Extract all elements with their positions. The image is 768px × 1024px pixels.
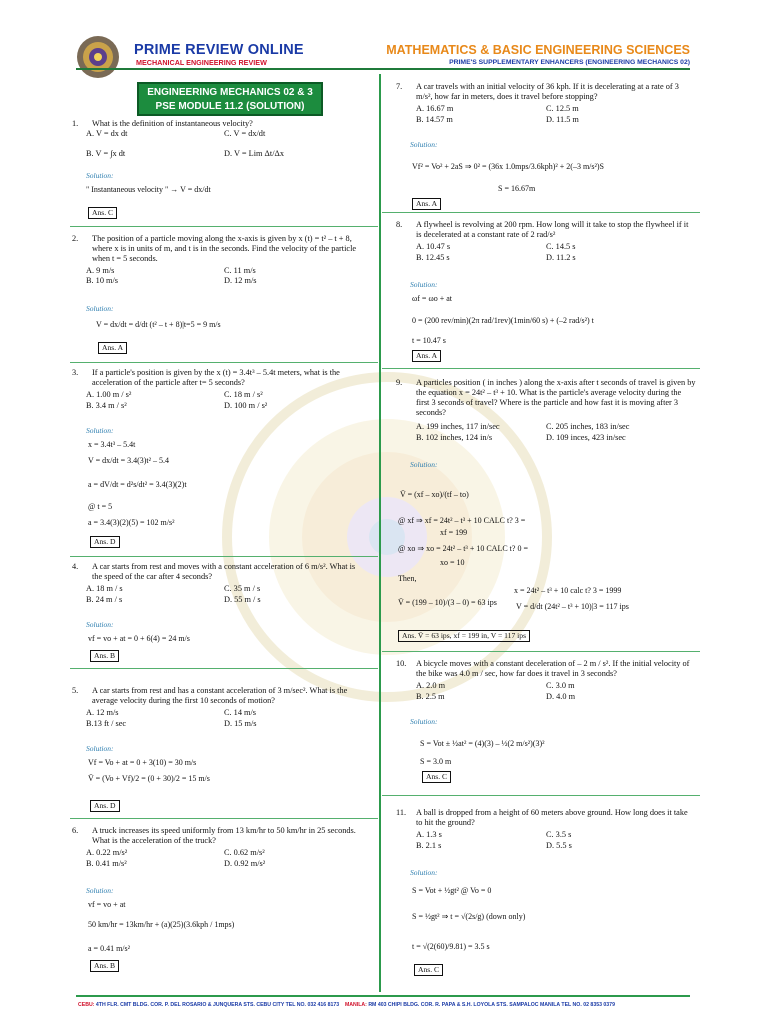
question-number: 8. (396, 220, 403, 229)
option-c: C. 14 m/s (224, 708, 257, 717)
option-c: C. 12.5 m (546, 104, 579, 113)
solution-line: a = 3.4(3)(2)(5) = 102 m/s² (88, 518, 175, 527)
question-2 (72, 234, 372, 356)
question-number: 11. (396, 808, 407, 817)
rule (382, 212, 700, 213)
question-text: A car starts from rest and has a constant acceleration of 3 m/sec². What is the average velocity during the first 10 seconds of motion? (92, 686, 348, 706)
question-number: 3. (72, 368, 79, 377)
solution-line: " Instantaneous velocity " → V = dx/dt (86, 185, 211, 194)
banner-line-2: PSE MODULE 11.2 (SOLUTION) (155, 101, 305, 112)
solution-label: Solution: (410, 717, 438, 726)
solution-line: V̄ = (xf – xo)/(tf – to) (400, 490, 469, 499)
option-d: D. 100 m / s² (224, 401, 268, 410)
question-number: 5. (72, 686, 79, 695)
solution-line: V = dx/dt = d/dt (t² – t + 8)|t=5 = 9 m/s (96, 320, 221, 329)
option-b: B. 10 m/s (86, 276, 119, 285)
solution-line: @ t = 5 (88, 502, 113, 511)
option-b: B. 3.4 m / s² (86, 401, 127, 410)
answer-box: Ans. A (412, 198, 441, 210)
footer-manila-address: RM 403 CHIPI BLDG. COR. R. PAPA & S.H. LOYOLA STS. SAMPALOC MANILA TEL NO. 02 8353 0379 (368, 1002, 615, 1008)
option-b: B. 24 m / s (86, 595, 123, 604)
question-text: The position of a particle moving along the x-axis is given by x (t) = t² – t + 8, where x is in units of m, and t is in the seconds. Find the velocity of the particle when t = 5 seconds. (92, 234, 357, 264)
option-d: D. V = Lim Δt/Δx (224, 149, 284, 158)
solution-line: S = Vot + ½gt² @ Vo = 0 (412, 886, 492, 895)
solution-label: Solution: (86, 304, 114, 313)
question-11 (396, 808, 696, 982)
header-divider (76, 68, 690, 70)
solution-line: vf = vo + at (88, 900, 126, 909)
solution-line: Then, (398, 574, 417, 583)
solution-line: S = ½gt² ⇒ t = √(2s/g) (down only) (412, 912, 526, 921)
option-a: A. 2.0 m (416, 681, 446, 690)
option-c: C. 18 m / s² (224, 390, 263, 399)
question-1 (72, 119, 372, 219)
answer-box: Ans. A (412, 350, 441, 362)
solution-line: xf = 199 (440, 528, 468, 537)
answer-box: Ans. C (422, 771, 451, 783)
option-d: D. 4.0 m (546, 692, 576, 701)
answer-box: Ans. A (98, 342, 127, 354)
solution-line: Vf = Vo + at = 0 + 3(10) = 30 m/s (88, 758, 197, 767)
option-c: C. V = dx/dt (224, 129, 266, 138)
option-d: D. 12 m/s (224, 276, 257, 285)
solution-label: Solution: (410, 280, 438, 289)
solution-line: x = 3.4t³ – 5.4t (88, 440, 136, 449)
answer-box: Ans. B (90, 960, 119, 972)
question-6 (72, 826, 372, 976)
rule (382, 651, 700, 652)
option-c: C. 0.62 m/s² (224, 848, 265, 857)
solution-line: S = 3.0 m (420, 757, 452, 766)
question-text: What is the definition of instantaneous velocity? (92, 119, 253, 128)
solution-label: Solution: (410, 140, 438, 149)
banner-line-1: ENGINEERING MECHANICS 02 & 3 (147, 87, 313, 98)
footer-divider (76, 995, 690, 997)
rule (70, 362, 378, 363)
solution-line: a = 0.41 m/s² (88, 944, 131, 953)
option-d: D. 11.5 m (546, 115, 579, 124)
rule (70, 818, 378, 819)
solution-line: @ xo ⇒ xo = 24t² – t³ + 10 CALC t? 0 = (398, 544, 528, 553)
option-a: A. 199 inches, 117 in/sec (416, 422, 500, 431)
solution-label: Solution: (410, 868, 438, 877)
footer-manila-label: MANILA: (344, 1002, 367, 1008)
question-number: 1. (72, 119, 79, 128)
question-text: A truck increases its speed uniformly from 13 km/hr to 50 km/hr in 25 seconds. What is the acceleration of the truck? (92, 826, 356, 846)
option-b: B.13 ft / sec (86, 719, 127, 728)
solution-line: x = 24t² – t³ + 10 calc t? 3 = 1999 (514, 586, 622, 595)
solution-line: t = √(2(60)/9.81) = 3.5 s (412, 942, 490, 951)
option-b: B. 0.41 m/s² (86, 859, 127, 868)
option-b: B. 2.5 m (416, 692, 445, 701)
rule (382, 368, 700, 369)
footer-cebu-label: CEBU: (78, 1002, 95, 1008)
question-text: A car travels with an initial velocity of 36 kph. If it is decelerating at a rate of 3 m/s², how far in meters, does it travel before stopping? (416, 82, 679, 102)
rule (382, 795, 700, 796)
option-b: B. V = ∫x dt (86, 149, 126, 158)
solution-label: Solution: (86, 620, 114, 629)
option-b: B. 14.57 m (416, 115, 453, 124)
answer-box: Ans. D (90, 800, 120, 812)
option-a: A. 12 m/s (86, 708, 119, 717)
question-text: If a particle's position is given by the x (t) = 3.4t³ – 5.4t meters, what is the acceleration of the particle after t= 5 seconds? (92, 368, 340, 388)
solution-line: V = dx/dt = 3.4(3)t² – 5.4 (88, 456, 170, 465)
solution-line: S = 16.67m (498, 184, 536, 193)
solution-label: Solution: (86, 171, 114, 180)
solution-line: t = 10.47 s (412, 336, 446, 345)
rule (70, 668, 378, 669)
option-c: C. 205 inches, 183 in/sec (546, 422, 630, 431)
option-d: D. 109 inces, 423 in/sec (546, 433, 626, 442)
option-c: C. 35 m / s (224, 584, 261, 593)
option-c: C. 3.0 m (546, 681, 575, 690)
solution-line: xo = 10 (440, 558, 465, 567)
brand-subtitle: MECHANICAL ENGINEERING REVIEW (136, 58, 267, 67)
option-b: B. 2.1 s (416, 841, 442, 850)
option-a: A. 16.67 m (416, 104, 454, 113)
solution-label: Solution: (86, 426, 114, 435)
solution-line: ωf = ωo + at (412, 294, 452, 303)
answer-box: Ans. C (414, 964, 443, 976)
solution-line: V = d/dt (24t² – t³ + 10)|3 = 117 ips (516, 602, 629, 611)
module-banner (137, 82, 323, 116)
question-number: 6. (72, 826, 79, 835)
rule (70, 226, 378, 227)
brand-title: PRIME REVIEW ONLINE (134, 42, 304, 58)
option-b: B. 102 inches, 124 in/s (416, 433, 493, 442)
answer-box: Ans. V̄ = 63 ips, xf = 199 in, V = 117 ips (398, 630, 530, 642)
solution-line: V̄ = (Vo + Vf)/2 = (0 + 30)/2 = 15 m/s (88, 774, 210, 783)
question-number: 2. (72, 234, 79, 243)
question-number: 10. (396, 659, 407, 668)
subject-title: MATHEMATICS & BASIC ENGINEERING SCIENCES (386, 43, 690, 57)
option-d: D. 15 m/s (224, 719, 257, 728)
question-number: 7. (396, 82, 403, 91)
option-c: C. 11 m/s (224, 266, 256, 275)
question-number: 4. (72, 562, 79, 571)
option-a: A. 1.3 s (416, 830, 442, 839)
question-text: A car starts from rest and moves with a constant acceleration of 6 m/s². What is the speed of the car after 4 seconds? (92, 562, 356, 582)
prime-logo-icon (76, 35, 120, 79)
option-a: A. 1.00 m / s² (86, 390, 132, 399)
question-9 (396, 378, 698, 646)
option-d: D. 11.2 s (546, 253, 576, 262)
option-d: D. 0.92 m/s² (224, 859, 266, 868)
question-number: 9. (396, 378, 403, 387)
question-text: A particles position ( in inches ) along the x-axis after t seconds of travel is given by the equation x = 24t² – t³ + 10. What is the particle's average velocity during the first 3 seconds of travel? Where is the particle and how fast it is moving after 3 seconds? (416, 378, 696, 418)
question-5 (72, 686, 372, 814)
solution-line: a = dV/dt = d²s/dt² = 3.4(3)(2)t (88, 480, 187, 489)
solution-line: 0 = (200 rev/min)(2π rad/1rev)(1min/60 s) + (–2 rad/s²) t (412, 316, 594, 325)
footer-addresses (78, 1002, 615, 1008)
subject-subtitle: PRIME'S SUPPLEMENTARY ENHANCERS (ENGINEERING MECHANICS 02) (449, 59, 690, 66)
solution-line: Vf² = Vo² + 2aS ⇒ 0² = (36x 1.0mps/3.6kph)² + 2(–3 m/s²)S (412, 162, 605, 171)
question-8 (396, 220, 696, 364)
answer-box: Ans. B (90, 650, 119, 662)
solution-label: Solution: (410, 460, 438, 469)
option-a: A. 10.47 s (416, 242, 451, 251)
solution-line: @ xf ⇒ xf = 24t² – t³ + 10 CALC t? 3 = (398, 516, 526, 525)
solution-line: V̄ = (199 – 10)/(3 – 0) = 63 ips (398, 598, 497, 607)
option-b: B. 12.45 s (416, 253, 450, 262)
question-3 (72, 368, 372, 552)
option-a: A. 0.22 m/s² (86, 848, 128, 857)
solution-line: vf = vo + at = 0 + 6(4) = 24 m/s (88, 634, 190, 643)
question-4 (72, 562, 372, 664)
solution-label: Solution: (86, 744, 114, 753)
option-a: A. V = dx dt (86, 129, 128, 138)
answer-box: Ans. C (88, 207, 117, 219)
solution-line: S = Vot ± ½at² = (4)(3) – ½(2 m/s²)(3)² (420, 739, 545, 748)
option-c: C. 14.5 s (546, 242, 576, 251)
option-c: C. 3.5 s (546, 830, 572, 839)
answer-box: Ans. D (90, 536, 120, 548)
footer-cebu-address: 4TH FLR. CMT BLDG. COR. P. DEL ROSARIO & JUNQUERA STS. CEBU CITY TEL NO. 032 416 8173 (95, 1002, 340, 1008)
column-divider (379, 74, 381, 992)
rule (70, 556, 378, 557)
question-text: A bicycle moves with a constant deceleration of – 2 m / s². If the initial velocity of the bike was 4.0 m / sec, how far does it travel in 3 seconds? (416, 659, 690, 679)
question-7 (396, 82, 696, 208)
question-text: A ball is dropped from a height of 60 meters above ground. How long does it take to hit the ground? (416, 808, 688, 828)
solution-label: Solution: (86, 886, 114, 895)
solution-line: 50 km/hr = 13km/hr + (a)(25)(3.6kph / 1mps) (88, 920, 235, 929)
option-d: D. 5.5 s (546, 841, 572, 850)
option-a: A. 9 m/s (86, 266, 115, 275)
option-d: D. 55 m / s (224, 595, 261, 604)
option-a: A. 18 m / s (86, 584, 123, 593)
question-text: A flywheel is revolving at 200 rpm. How long will it take to stop the flywheel if it is decelerated at a constant rate of 2 rad/s² (416, 220, 689, 240)
question-10 (396, 659, 696, 789)
